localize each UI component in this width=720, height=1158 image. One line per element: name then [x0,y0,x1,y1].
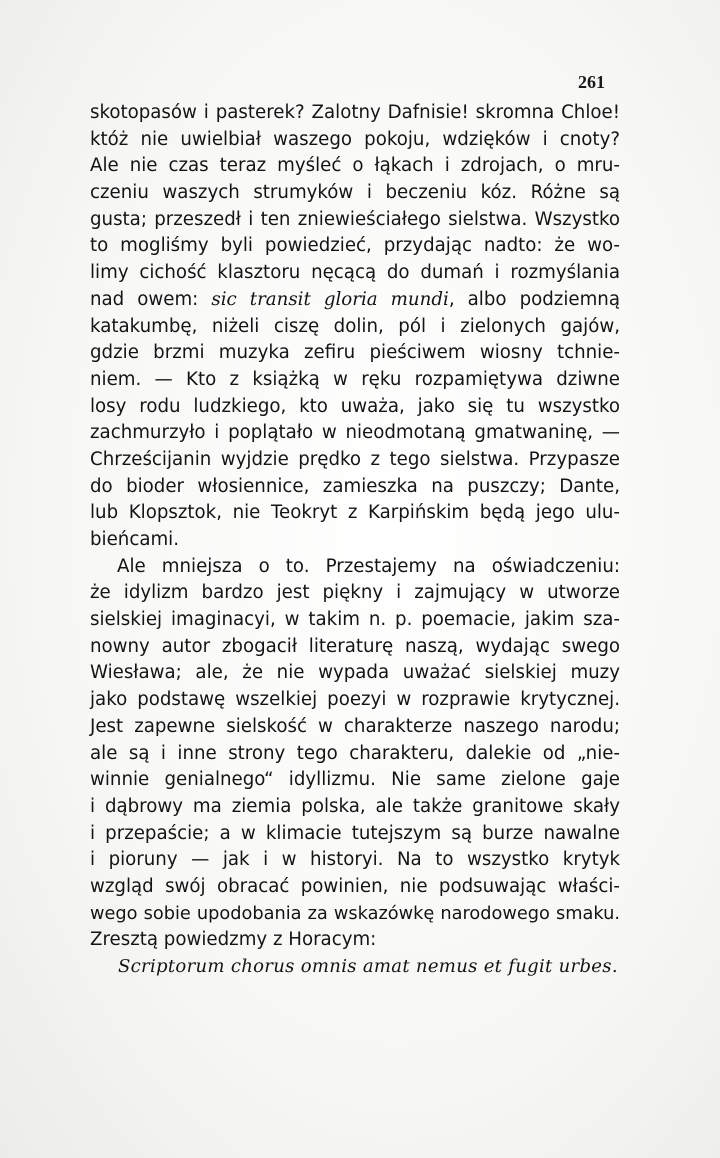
text-line: losy rodu ludzkiego, kto uważa, jako się tu wszystko [90,395,620,417]
latin-quote: Scriptorum chorus omnis amat nemus et fugit urbes. [118,956,618,977]
paragraph-start-line: Ale mniejsza o to. Przestajemy na oświadczeniu: [117,555,620,577]
text-line: bieńcami. [90,529,180,550]
text-line: ale są i inne strony tego charakteru, dalekie od „nie- [90,742,620,764]
text-line: Jest zapewne sielskość w charakterze naszego narodu; [90,715,620,737]
text-line: jako podstawę wszelkiej poezyi w rozprawie krytycznej. [90,689,620,711]
text-line: do bioder włosiennice, zamieszka na puszczy; Dante, [90,475,620,497]
text-line [90,287,620,314]
text-line: i przepaście; a w klimacie tutejszym są burze nawalne [90,822,620,844]
text-segment: nad owem: [90,288,212,310]
text-line: nowny autor zbogacił literaturę naszą, wydając swego [90,635,620,657]
text-line: czeniu waszych strumyków i beczeniu kóz. Różne są [90,182,620,204]
body-text [90,100,620,981]
text-segment: , albo podziemną [448,288,620,310]
text-line: gdzie brzmi muzyka zefiru pieściwem wiosny tchnie- [90,342,620,364]
text-line: lub Klopsztok, nie Teokryt z Karpińskim będą jego ulu- [90,502,620,524]
text-line: to mogliśmy byli powiedzieć, przydając nadto: że wo- [90,235,620,257]
text-line: sielskiej imaginacyi, w takim n. p. poemacie, jakim sza- [90,609,620,631]
latin-phrase: sic transit gloria mundi [211,288,449,310]
text-line: Wiesława; ale, że nie wypada uważać sielskiej muzy [90,662,620,684]
text-line: któż nie uwielbiał waszego pokoju, wdzięków i cnoty? [90,128,620,150]
text-line: gusta; przeszedł i ten zniewieściałego sielstwa. Wszystko [90,208,620,230]
text-line: i dąbrowy ma ziemia polska, ale także granitowe skały [90,795,620,817]
text-line: że idylizm bardzo jest piękny i zajmujący w utworze [90,582,620,604]
text-line: skotopasów i pasterek? Zalotny Dafnisie! skromna Chloe! [90,102,620,123]
text-line: katakumbę, niżeli ciszę dolin, pól i zielonych gajów, [90,315,620,337]
text-line: niem. — Kto z książką w ręku rozpamiętywa dziwne [90,368,620,390]
text-line: limy cichość klasztoru nęcącą do dumań i rozmyślania [90,262,620,284]
text-line: winnie genialnego“ idyllizmu. Nie same zielone gaje [90,769,620,791]
page-number: 261 [578,72,605,92]
text-line: wzgląd swój obracać powinien, nie podsuwając właści- [90,875,620,897]
text-line: wego sobie upodobania za wskazówkę narodowego smaku. [90,903,620,924]
text-line: Ale nie czas teraz myśleć o łąkach i zdrojach, o mru- [90,155,620,177]
text-line: Chrześcijanin wyjdzie prędko z tego sielstwa. Przypasze [90,448,620,470]
text-line: zachmurzyło i poplątało w nieodmotaną gmatwaninę, — [90,422,620,444]
text-line: i pioruny — jak i w historyi. Na to wszystko krytyk [90,849,620,871]
text-line: Zresztą powiedzmy z Horacym: [90,929,377,951]
